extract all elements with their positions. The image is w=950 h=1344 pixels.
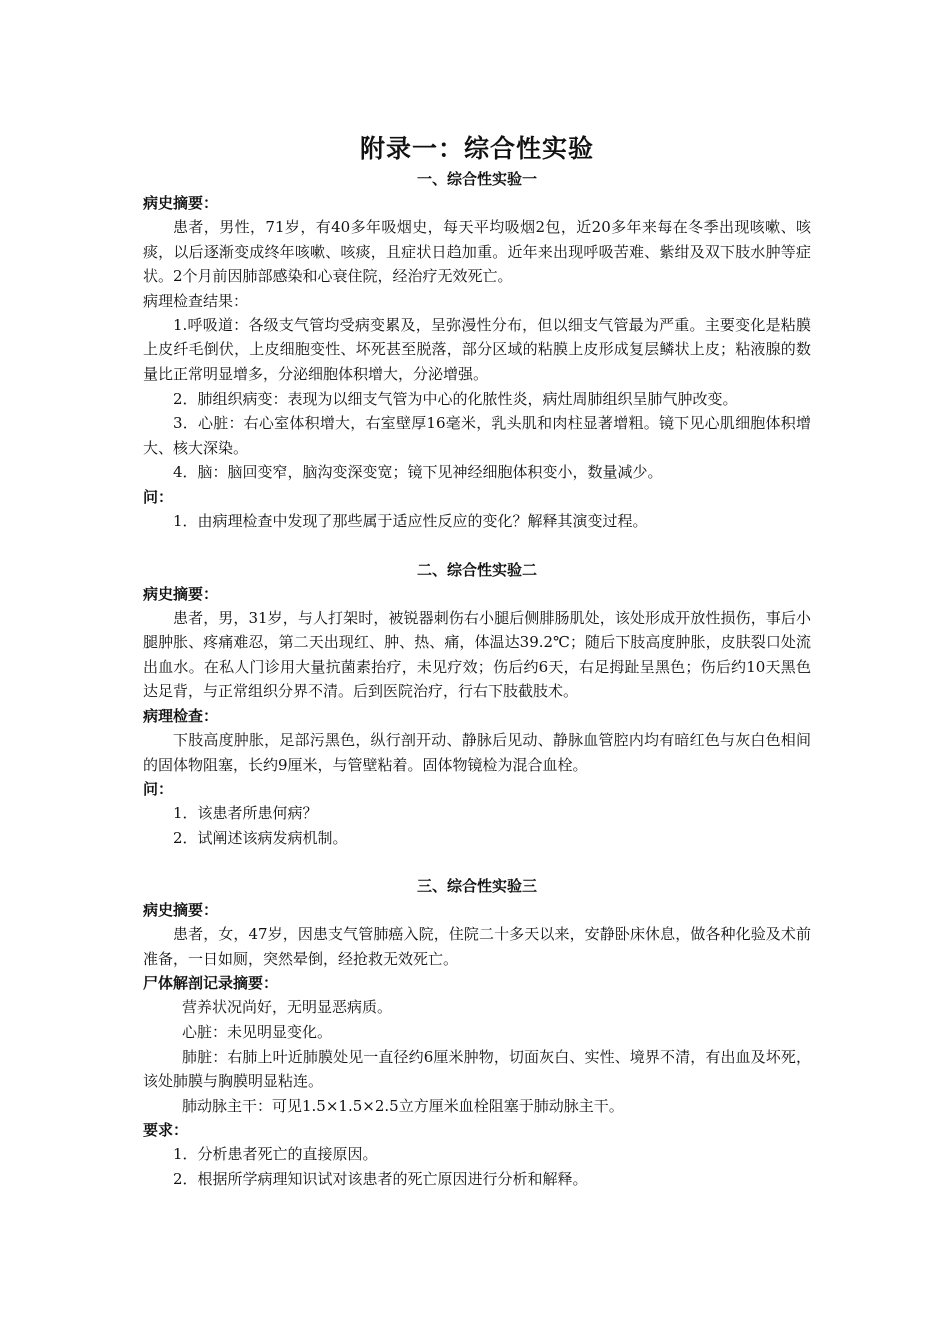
exam-item: 3．心脏：右心室体积增大，右室壁厚16毫米，乳头肌和肉柱显著增粗。镜下见心肌细胞体积增大、核大深染。 — [143, 414, 811, 457]
section-experiment-1 — [143, 167, 811, 534]
section-heading: 一、综合性实验一 — [416, 170, 537, 188]
history-text: 患者，男，31岁，与人打架时，被锐器刺伤右小腿后侧腓肠肌处，该处形成开放性损伤，事后小腿肿胀、疼痛难忍，第二天出现红、肿、热、痛，体温达39.2℃；随后下肢高度肿胀，皮肤裂口处流出血水。在私人门诊用大量抗菌素抬疗，未见疗效；伤后约6天，右足拇趾呈黑色；伤后约10天黑色达足背，与正常组织分界不清。后到医院治疗，行右下肢截肢术。 — [143, 608, 811, 701]
requirement-label: 要求： — [143, 1121, 189, 1140]
autopsy-item: 心脏：未见明显变化。 — [182, 1023, 333, 1042]
history-label: 病史摘要： — [143, 901, 219, 920]
question-item: 2．试阐述该病发病机制。 — [173, 828, 348, 847]
autopsy-item: 肺动脉主干：可见1.5×1.5×2.5立方厘米血栓阻塞于肺动脉主干。 — [182, 1096, 624, 1115]
section-heading: 二、综合性实验二 — [416, 560, 537, 579]
history-text: 患者，男性，71岁，有40多年吸烟史，每天平均吸烟2包，近20多年来每在冬季出现咳嗽、咳痰，以后逐渐变成终年咳嗽、咳痰，且症状日趋加重。近年来出现呼吸苦难、紫绀及双下肢水肿等症状。2个月前因肺部感染和心衰住院，经治疗无效死亡。 — [143, 218, 811, 286]
section-heading: 三、综合性实验三 — [416, 877, 537, 896]
history-label: 病史摘要： — [143, 194, 219, 212]
requirement-item: 1．分析患者死亡的直接原因。 — [173, 1145, 378, 1164]
requirement-item: 2．根据所学病理知识试对该患者的死亡原因进行分析和解释。 — [173, 1170, 588, 1189]
question-label: 问： — [143, 780, 174, 799]
section-experiment-2 — [143, 558, 811, 851]
section-gap — [143, 850, 811, 874]
exam-item: 1.呼吸道：各级支气管均受病变累及，呈弥漫性分布，但以细支气管最为严重。主要变化是粘膜上皮纤毛倒伏，上皮细胞变性、坏死甚至脱落，部分区域的粘膜上皮形成复层鳞状上皮；粘液腺的数量比正常明显增多，分泌细胞体积增大，分泌增强。 — [143, 315, 811, 383]
autopsy-item: 肺脏：右肺上叶近肺膜处见一直径约6厘米肿物，切面灰白、实性、境界不清，有出血及坏死，该处肺膜与胸膜明显粘连。 — [143, 1047, 811, 1091]
page-title: 附录一：综合性实验 — [359, 134, 594, 163]
history-label: 病史摘要： — [143, 584, 219, 603]
autopsy-item: 营养状况尚好，无明显恶病质。 — [182, 998, 393, 1017]
section-experiment-3 — [143, 874, 811, 1191]
history-text: 患者，女，47岁，因患支气管肺癌入院，住院二十多天以来，安静卧床休息，做各种化验及术前准备，一日如厕，突然晕倒，经抢救无效死亡。 — [143, 925, 811, 968]
autopsy-label: 尸体解剖记录摘要： — [143, 974, 279, 993]
exam-item: 4．脑：脑回变窄，脑沟变深变宽；镜下见神经细胞体积变小，数量减少。 — [173, 463, 663, 482]
exam-label: 病理检查结果： — [143, 291, 249, 310]
question-item: 1．由病理检查中发现了那些属于适应性反应的变化？解释其演变过程。 — [173, 511, 648, 530]
section-gap — [143, 534, 811, 558]
exam-item: 2．肺组织病变：表现为以细支气管为中心的化脓性炎，病灶周肺组织呈肺气肿改变。 — [173, 389, 738, 408]
question-label: 问： — [143, 487, 174, 506]
question-item: 1．该患者所患何病？ — [173, 804, 318, 823]
exam-label: 病理检查： — [143, 706, 219, 725]
document-content — [143, 131, 811, 1192]
exam-text: 下肢高度肿胀，足部污黑色，纵行剖开动、静脉后见动、静脉血管腔内均有暗红色与灰白色相间的固体物阻塞，长约9厘米，与管壁粘着。固体物镜检为混合血栓。 — [143, 730, 811, 774]
